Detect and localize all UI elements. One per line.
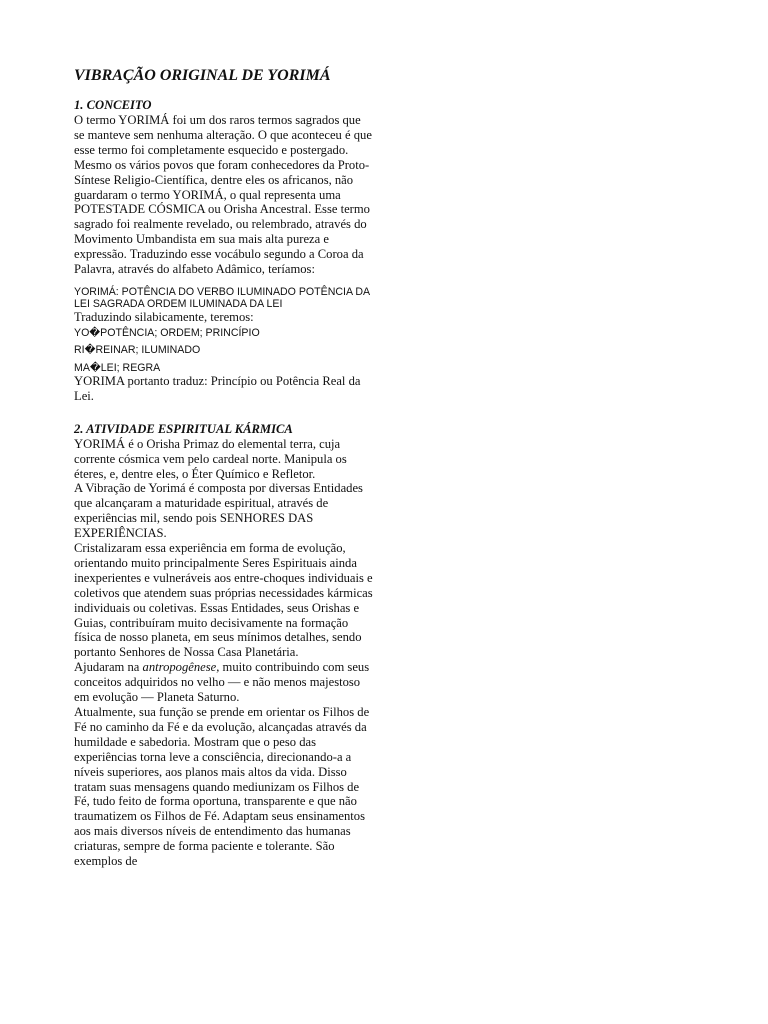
paragraph-atividade-1: YORIMÁ é o Orisha Primaz do elemental terra, cuja corrente cósmica vem pelo cardeal norte. Manipula os éteres, e, dentre eles, o Éter Químico e Refletor. xyxy=(74,436,347,481)
syllable-ma: MA�LEI; REGRA xyxy=(74,361,161,374)
translation-block: YORIMÁ: POTÊNCIA DO VERBO ILUMINADO POTÊNCIA DA LEI SAGRADA ORDEM ILUMINADA DA LEI xyxy=(74,285,370,311)
spacer xyxy=(74,404,374,422)
syllabic-intro: Traduzindo silabicamente, teremos: xyxy=(74,310,254,325)
antropogenese-term: antropogênese, xyxy=(142,660,220,675)
paragraph-atividade-4-end: muito contribuindo com seus conceitos adquiridos no velho — e não menos majestoso em evolução — Planeta Saturno. xyxy=(74,660,370,705)
document-title: VIBRAÇÃO ORIGINAL DE YORIMÁ xyxy=(74,67,331,84)
syllable-yo: YO�POTÊNCIA; ORDEM; PRINCÍPIO xyxy=(74,327,260,340)
section-heading-atividade: 2. ATIVIDADE ESPIRITUAL KÁRMICA xyxy=(74,421,293,436)
section-heading-conceito: 1. CONCEITO xyxy=(74,98,152,112)
paragraph-atividade-2: A Vibração de Yorimá é composta por diversas Entidades que alcançaram a maturidade espiritual, através de experiências mil, sendo pois SENHORES DAS EXPERIÊNCIAS. xyxy=(74,481,363,541)
paragraph-atividade-5: Atualmente, sua função se prende em orientar os Filhos de Fé no caminho da Fé e da evolução, alcançadas através da humildade e sabedoria. Mostram que o peso das experiências torna leve a consciência, direcionando-a a níveis superiores, aos planos mais altos da vida. Disso tratam suas mensagens quando mediunizam os Filhos de Fé, tudo feito de forma oportuna, transparente e que não traumatizem os Filhos de Fé. Adaptam seus ensinamentos aos mais diversos níveis de entendimento das humanas criaturas, sempre de forma paciente e tolerante. São exemplos de xyxy=(74,705,370,869)
spacer xyxy=(74,277,374,286)
conclusion: YORIMA portanto traduz: Princípio ou Potência Real da Lei. xyxy=(74,373,361,403)
syllable-ri: RI�REINAR; ILUMINADO xyxy=(74,344,201,357)
paragraph-atividade-3: Cristalizaram essa experiência em forma de evolução, orientando muito principalmente Seres Espirituais ainda inexperientes e vulneráveis aos entre-choques individuais e coletivos que atendem suas próprias necessidades kármicas individuais ou coletivas. Essas Entidades, seus Orishas e Guias, contribuíram muito decisivamente na formação física de nosso planeta, em seus mínimos detalhes, sendo portanto Senhores de Nossa Casa Planetária. xyxy=(74,541,373,660)
paragraph-conceito: O termo YORIMÁ foi um dos raros termos sagrados que se manteve sem nenhuma alteração. O que aconteceu é que esse termo foi completamente esquecido e postergado. Mesmo os vários povos que foram conhecedores da Proto-Síntese Religio-Científica, dentre eles os africanos, não guardaram o termo YORIMÁ, o qual representa uma POTESTADE CÓSMICA ou Orisha Ancestral. Esse termo sagrado foi realmente revelado, ou relembrado, através do Movimento Umbandista em sua mais alta pureza e expressão. Traduzindo esse vocábulo segundo a Coroa da Palavra, através do alfabeto Adâmico, teríamos: xyxy=(74,113,372,277)
paragraph-atividade-4-start: Ajudaram na xyxy=(74,660,143,675)
paragraph-atividade-4 xyxy=(74,660,374,705)
document-body xyxy=(74,66,374,869)
